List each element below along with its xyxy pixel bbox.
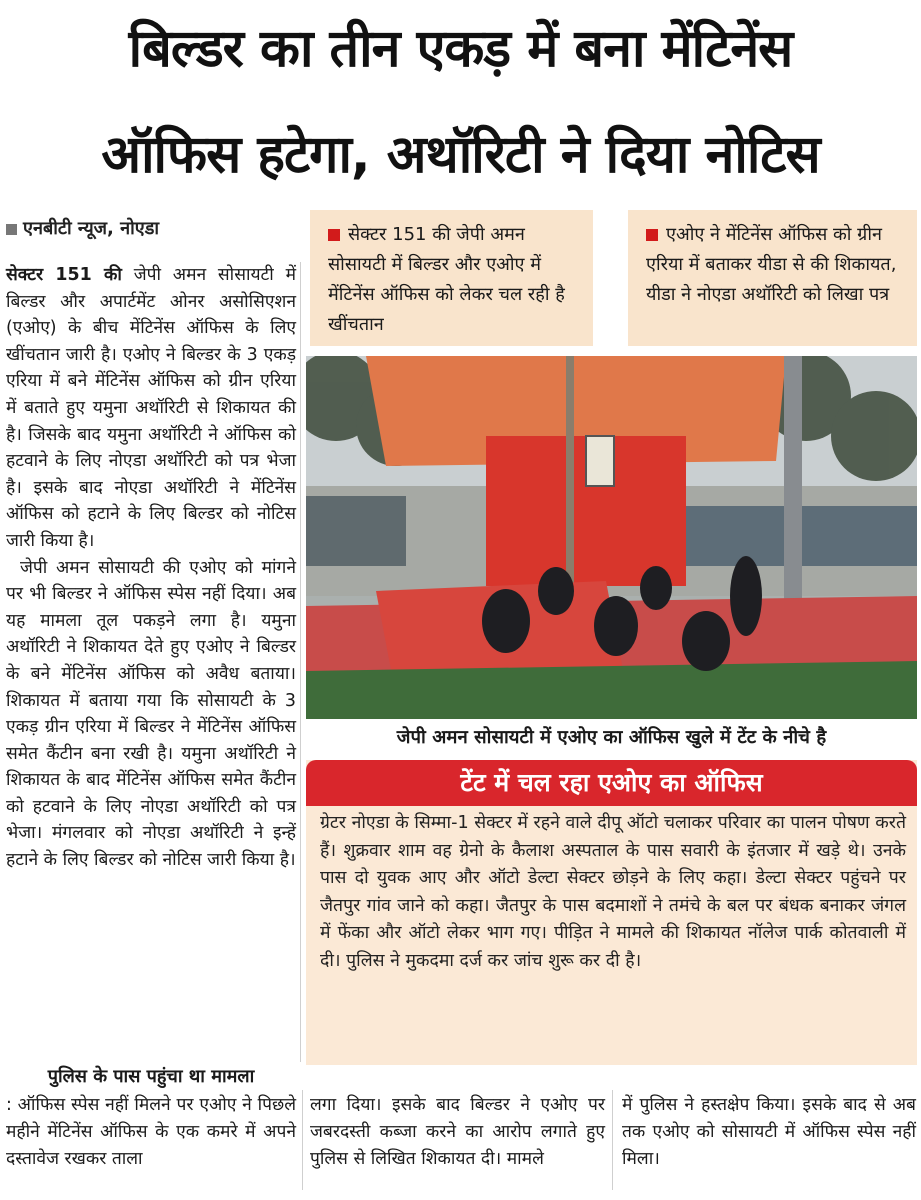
bottom-right-column: में पुलिस ने हस्तक्षेप किया। इसके बाद से अब तक एओए को सोसायटी में ऑफिस स्पेस नहीं मिला। [622, 1095, 916, 1169]
box-body: ग्रेटर नोएडा के सिम्मा-1 सेक्टर में रहने वाले दीपू ऑटो चलाकर परिवार का पालन पोषण करते हैं। शुक्रवार शाम वह ग्रेनो के कैलाश अस्पताल के पास सवारी के इंतजार में खड़े थे। उनके पास दो युवक आए और ऑटो डेल्टा सेक्टर छोड़ने के लिए कहा। डेल्टा सेक्टर पहुंचने पर जैतपुर गांव जाने को कहा। जैतपुर के पास बदमाशों ने तमंचे के बल पर बंधक बनाकर जंगल में फेंका और ऑटो लेकर भाग गए। पीड़ित ने मामले की शिकायत नॉलेज पार्क कोतवाली में दी। पुलिस ने मुकदमा दर्ज कर जांच शुरू कर दी है। [320, 813, 906, 971]
paragraph-1 [6, 262, 296, 555]
paragraph-3: : ऑफिस स्पेस नहीं मिलने पर एओए ने पिछले महीने मेंटिनेंस ऑफिस के एक कमरे में अपने दस्तावेज रखकर ताला [6, 1095, 296, 1169]
bullet-square-icon [328, 229, 340, 241]
highlight-2-text: एओए ने मेंटिनेंस ऑफिस को ग्रीन एरिया में बताकर यीडा से की शिकायत, यीडा ने नोएडा अथॉरिटी को लिखा पत्र [646, 224, 897, 305]
headline-line-1: बिल्डर का तीन एकड़ में बना मेंटिनेंस [128, 19, 793, 79]
subheading: पुलिस के पास पहुंचा था मामला [47, 1066, 255, 1087]
left-column [6, 262, 296, 874]
column-divider [300, 262, 301, 1062]
paragraph-2: जेपी अमन सोसायटी की एओए को मांगने पर भी बिल्डर ने ऑफिस स्पेस नहीं दिया। अब यह मामला तूल पकड़ने लगा है। यमुना अथॉरिटी ने शिकायत देते हुए एओए ने बिल्डर के बने मेंटिनेंस ऑफिस को अवैध बताया। शिकायत में बताया गया कि सोसायटी के 3 एकड़ ग्रीन एरिया में बिल्डर ने मेंटिनेंस ऑफिस समेत कैंटीन बना रखी है। यमुना अथॉरिटी ने शिकायत के बाद मेंटिनेंस ऑफिस समेत कैंटीन को हटवाने के लिए नोएडा अथॉरिटी को पत्र भेजा। मंगलवार को नोएडा अथॉरिटी ने इन्हें हटाने के लिए बिल्डर को नोटिस जारी किया है। [6, 557, 296, 871]
news-photo-tent [306, 356, 917, 719]
column-divider [302, 1090, 303, 1190]
headline-line-2: ऑफिस हटेगा, अथॉरिटी ने दिया नोटिस [101, 125, 820, 185]
highlight-1-text: सेक्टर 151 की जेपी अमन सोसायटी में बिल्डर और एओए में मेंटिनेंस ऑफिस को लेकर चल रही है खींचतान [328, 224, 565, 335]
photo-caption: जेपी अमन सोसायटी में एओए का ऑफिस खुले में टेंट के नीचे है [396, 727, 827, 748]
lead-bold: सेक्टर 151 की [6, 265, 122, 285]
highlight-box-1 [310, 210, 593, 346]
box-title: टेंट में चल रहा एओए का ऑफिस [306, 760, 917, 806]
byline-square-icon [6, 224, 17, 235]
byline [6, 216, 159, 240]
highlight-box-2 [628, 210, 917, 346]
column-divider [612, 1090, 613, 1190]
bullet-square-icon [646, 229, 658, 241]
bottom-mid-column: लगा दिया। इसके बाद बिल्डर ने एओए पर जबरदस्ती कब्जा करने का आरोप लगाते हुए पुलिस से लिखित शिकायत दी। मामले [310, 1095, 605, 1169]
paragraph-1-text: जेपी अमन सोसायटी में बिल्डर और अपार्टमेंट ओनर असोसिएशन (एओए) के बीच मेंटिनेंस ऑफिस के लिए खींचतान जारी है। एओए ने बिल्डर के 3 एकड़ एरिया में बने मेंटिनेंस ऑफिस को ग्रीन एरिया में बताते हुए यमुना अथॉरिटी से शिकायत की है। जिसके बाद यमुना अथॉरिटी ने ऑफिस को हटवाने के लिए नोएडा अथॉरिटी को पत्र भेजा है। इसके बाद नोएडा अथॉरिटी ने मेंटिनेंस ऑफिस को हटाने के लिए बिल्डर को नोटिस जारी किया है। [6, 265, 296, 551]
byline-text: एनबीटी न्यूज, नोएडा [23, 218, 159, 239]
sidebar-box [306, 760, 917, 1065]
